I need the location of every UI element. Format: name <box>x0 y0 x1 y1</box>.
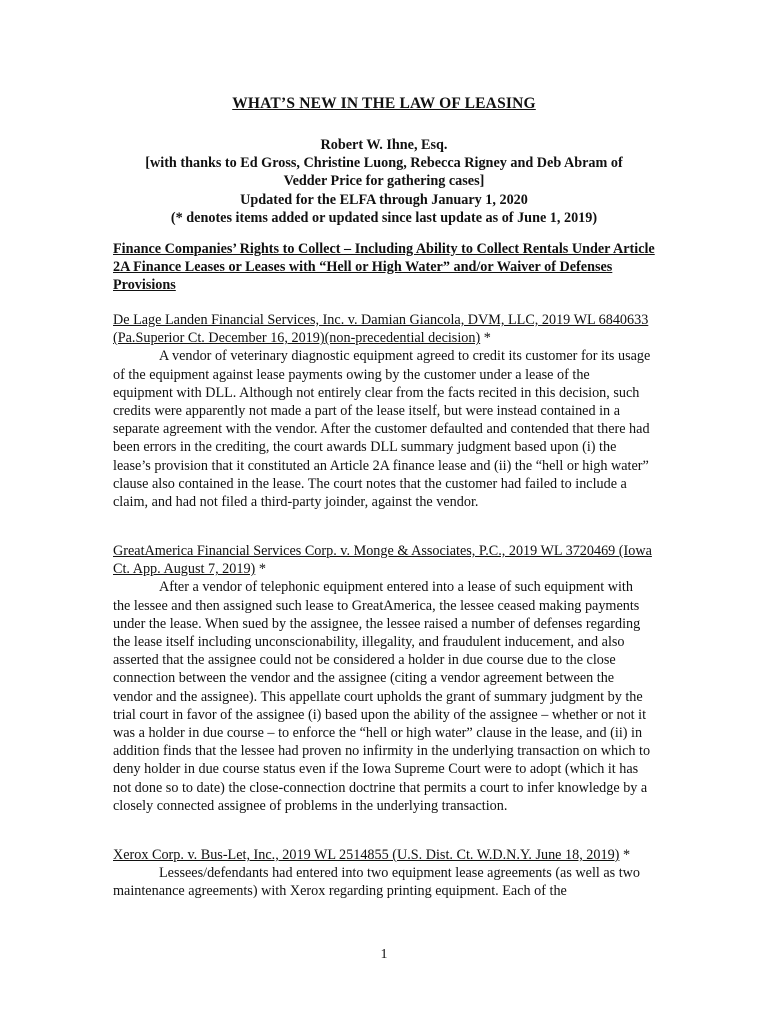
case-citation: Xerox Corp. v. Bus-Let, Inc., 2019 WL 2514855 (U.S. Dist. Ct. W.D.N.Y. June 18, 2019) <box>113 847 620 863</box>
updated-marker: * <box>619 847 631 863</box>
case-citation-line <box>113 542 653 578</box>
acknowledgment-line-2: Vedder Price for gathering cases] <box>283 173 485 190</box>
update-date-line: Updated for the ELFA through January 1, 2020 <box>240 191 528 208</box>
case-entry <box>113 846 653 901</box>
asterisk-note-line: (* denotes items added or updated since last update as of June 1, 2019) <box>170 209 598 226</box>
case-entry <box>113 542 653 815</box>
case-citation-line <box>113 311 653 347</box>
case-entry <box>113 311 653 511</box>
updated-marker: * <box>480 330 491 347</box>
case-citation: GreatAmerica Financial Services Corp. v. Monge & Associates, P.C., 2019 WL 3720469 (Iowa Ct. App. August 7, 2019) <box>113 543 652 578</box>
acknowledgment-line-1: [with thanks to Ed Gross, Christine Luong, Rebecca Rigney and Deb Abram of <box>145 155 623 172</box>
page-number: 1 <box>380 947 388 962</box>
author-block <box>100 136 668 227</box>
author-name: Robert W. Ihne, Esq. <box>320 137 448 153</box>
case-summary: Lessees/defendants had entered into two equipment lease agreements (as well as two maintenance agreements) with Xerox regarding printing equipment. Each of the <box>113 865 641 900</box>
case-citation-line <box>113 846 653 864</box>
case-citation: De Lage Landen Financial Services, Inc. v. Damian Giancola, DVM, LLC, 2019 WL 6840633 (Pa.Superior Ct. December 16, 2019)(non-precedential decision) <box>113 312 649 347</box>
updated-marker: * <box>255 561 266 578</box>
case-summary: After a vendor of telephonic equipment entered into a lease of such equipment with the lessee and then assigned such lease to GreatAmerica, the lessee ceased making payments under the lease. When sued by the assignee, the lessee raised a number of defenses regarding the lease itself including unconscionability, illegality, and fraudulent inducement, and also asserted that the assignee could not be considered a holder in due course due to the close connection between the vendor and the assignee (citing a vendor agreement between the vendor and the assignee). This appellate court upholds the grant of summary judgment by the trial court in favor of the assignee (i) based upon the ability of the assignee – whether or not it was a holder in due course – to enforce the “hell or high water” clause in the lease, and (ii) in addition finds that the lessee had proven no infirmity in the underlying transaction on which to deny holder in due course status even if the Iowa Supreme Court were to adopt (which it has not done so to date) the close-connection doctrine that permits a court to infer knowledge by a closely connected assignee of problems in the underlying transaction. <box>113 579 651 814</box>
document-title: WHAT’S NEW IN THE LAW OF LEASING <box>232 95 536 112</box>
section-heading: Finance Companies’ Rights to Collect – Including Ability to Collect Rentals Under Article 2A Finance Leases or Leases with “Hell or High Water” and/or Waiver of Defenses Provisions <box>113 241 655 294</box>
case-summary: A vendor of veterinary diagnostic equipment agreed to credit its customer for its usage of the equipment against lease payments owing by the customer under a lease of the equipment with DLL. Although not entirely clear from the facts recited in this decision, such credits were apparently not made a part of the lease itself, but were instead contained in a separate agreement with the vendor. After the customer defaulted and contended that there had been errors in the crediting, the court awards DLL summary judgment based upon (i) the lease’s provision that it constituted an Article 2A finance lease and (ii) the “hell or high water” clause also contained in the lease. The court notes that the customer had failed to include a claim, and had not filed a third-party joinder, against the vendor. <box>113 348 651 511</box>
